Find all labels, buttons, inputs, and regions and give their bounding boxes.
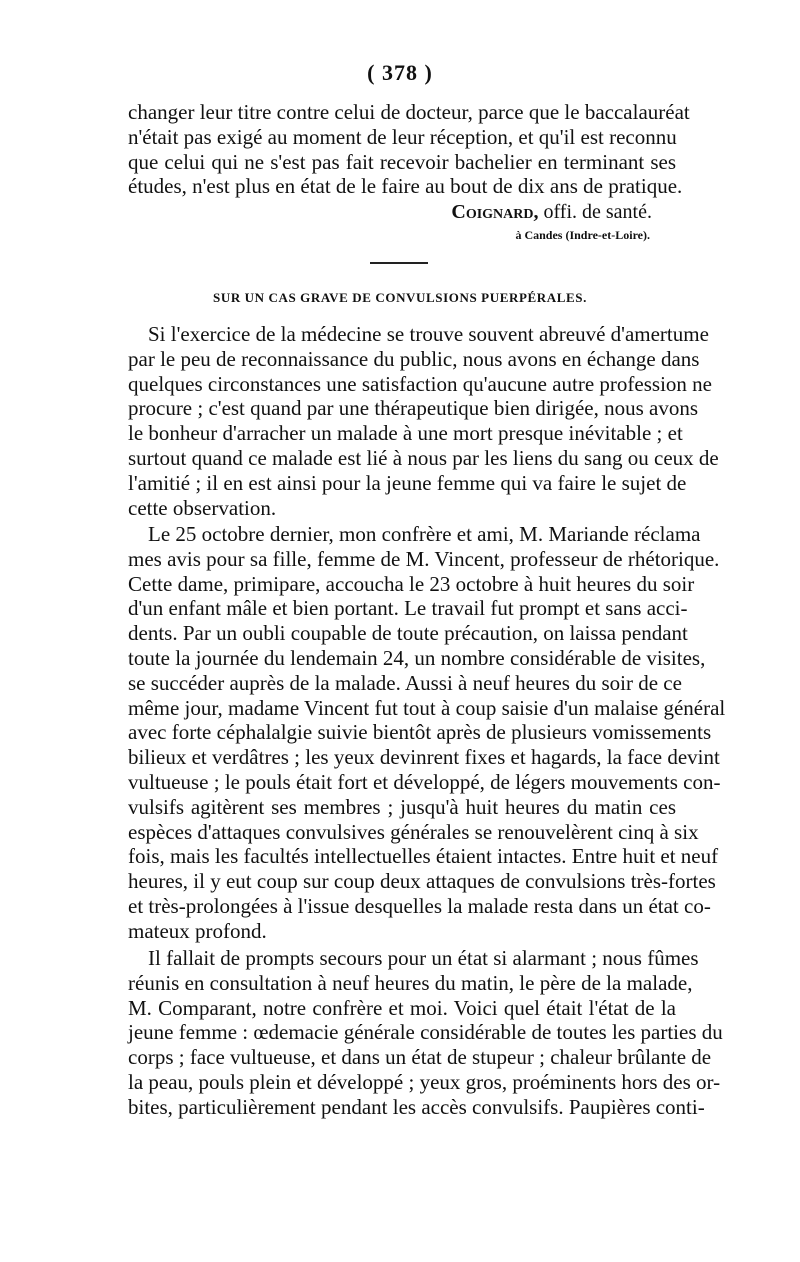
author-name: Coignard, [451,201,539,223]
text-line: même jour, madame Vincent fut tout à coup saisie d'un malaise général [128,695,726,720]
author-signature [451,201,652,224]
text-line: réunis en consultation à neuf heures du matin, le père de la malade, [128,970,693,995]
text-line: M. Comparant, notre confrère et moi. Voici quel était l'état de la [128,995,676,1020]
text-line: mateux profond. [128,918,267,943]
text-line: la peau, pouls plein et développé ; yeux gros, proéminents hors des or- [128,1069,721,1094]
text-line: bilieux et verdâtres ; les yeux devinrent fixes et hagards, la face devint [128,745,720,770]
text-line: espèces d'attaques convulsives générales se renouvelèrent cinq à six [128,819,699,844]
text-line: cette observation. [128,495,277,520]
text-line: et très-prolongées à l'issue desquelles la malade resta dans un état co- [128,893,711,918]
text-line: le bonheur d'arracher un malade à une mort presque inévitable ; et [128,421,683,446]
text-line: fois, mais les facultés intellectuelles étaient intactes. Entre huit et neuf [128,844,719,869]
text-line: quelques circonstances une satisfaction qu'aucune autre profession ne [128,371,712,396]
text-line: l'amitié ; il en est ainsi pour la jeune femme qui va faire le sujet de [128,470,687,495]
author-location: à Candes (Indre-et-Loire). [515,228,650,242]
text-line: d'un enfant mâle et bien portant. Le travail fut prompt et sans acci- [128,596,688,621]
text-line: Cette dame, primipare, accoucha le 23 octobre à huit heures du soir [128,571,695,596]
text-line: que celui qui ne s'est pas fait recevoir bachelier en terminant ses [128,149,676,174]
text-line: heures, il y eut coup sur coup deux attaques de convulsions très-fortes [128,869,716,894]
text-line: mes avis pour sa fille, femme de M. Vincent, professeur de rhétorique. [128,546,720,571]
text-line: bites, particulièrement pendant les accès convulsifs. Paupières conti- [128,1094,705,1119]
paragraph-2 [128,522,726,944]
paragraph-3 [128,946,723,1120]
text-line: Le 25 octobre dernier, mon confrère et ami, M. Mariande réclama [148,522,701,546]
text-line: dents. Par un oubli coupable de toute précaution, on laissa pendant [128,621,688,646]
text-line: n'était pas exigé au moment de leur réception, et qu'il est reconnu [128,124,677,149]
text-line: se succéder auprès de la malade. Aussi à neuf heures du soir de ce [128,670,682,695]
text-line: changer leur titre contre celui de docteur, parce que le baccalauréat [128,100,690,124]
text-line: Si l'exercice de la médecine se trouve souvent abreuvé d'amertume [148,322,709,346]
text-line: corps ; face vultueuse, et dans un état de stupeur ; chaleur brûlante de [128,1045,712,1070]
intro-paragraph [128,100,690,199]
text-line: Il fallait de prompts secours pour un état si alarmant ; nous fûmes [148,946,699,970]
author-title: offi. de santé. [543,201,652,223]
text-line: procure ; c'est quand par une thérapeutique bien dirigée, nous avons [128,396,699,421]
text-line: vulsifs agitèrent ses membres ; jusqu'à huit heures du matin ces [128,794,676,819]
section-title: SUR UN CAS GRAVE DE CONVULSIONS PUERPÉRALES. [213,290,587,305]
text-line: jeune femme : œdemacie générale considérable de toutes les parties du [128,1020,723,1045]
text-line: avec forte céphalalgie suivie bientôt après de plusieurs vomissements [128,720,712,745]
paragraph-1 [128,322,719,520]
section-divider [370,262,428,264]
text-line: par le peu de reconnaissance du public, nous avons en échange dans [128,346,700,371]
text-line: surtout quand ce malade est lié à nous par les liens du sang ou ceux de [128,445,719,470]
text-line: études, n'est plus en état de le faire au bout de dix ans de pratique. [128,174,683,199]
text-line: vultueuse ; le pouls était fort et développé, de légers mouvements con- [128,769,721,794]
page-number: ( 378 ) [367,60,433,85]
text-line: toute la journée du lendemain 24, un nombre considérable de visites, [128,645,706,670]
